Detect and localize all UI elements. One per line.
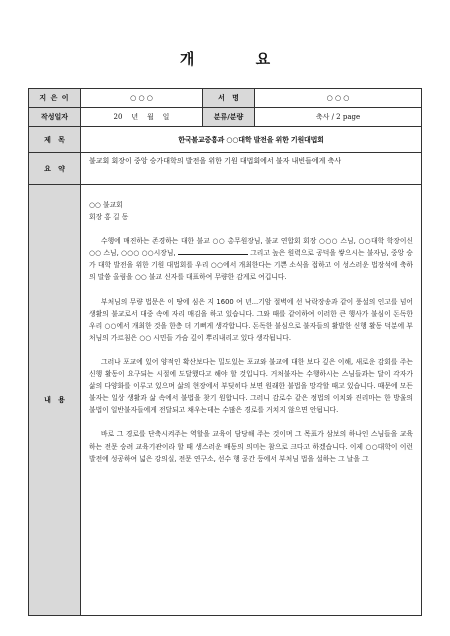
paragraph-3: 그러나 포교에 있어 양적인 확산보다는 밀도있는 포교와 불교에 대한 보다 깊은 이해, 새로운 감회를 주는 신행 활동이 요구되는 시절에 도달했다고 해야 할 것입니다. 거처불자는 수행하시는 스님들과는 달이 각자가 삶의 다양화를 이루고 있으며 삶의 현장에서 부딪히다 보면 원래한 불법을 망각할 때고 있습니다. 때문에 모든 불자는 일상 생활과 삶 속에서 불법을 찾기 원합니다. 그러니 감로수 같은 정법의 이치와 진리마는 한 방울의 불법이 일반불자들에게 전달되고 채우는데는 수많은 경로를 거치지 않으면 안됩니다. <box>89 357 413 415</box>
content-row <box>29 185 422 616</box>
author-value: ○ ○ ○ <box>81 89 203 108</box>
greeting-line-2: 회장 홍 길 동 <box>89 213 129 222</box>
paragraph-4: 바로 그 경로를 단축시켜주는 역할을 교육이 담당해 주는 것이며 그 목표가 삼보의 하나인 스님들을 교육하는 전문 승려 교육기관이라 할 때 생스러운 배동의 의미는 참으로 크다고 하겠습니다. 이제 ○○대학이 이런 발전에 성공하여 넓은 강의실, 전문 연구소, 선수 행 공간 등에서 부처님 법을 설하는 그 날을 그 <box>89 430 413 463</box>
paragraph-1-part-b: 그리고 높은 원력으로 공덕을 쌓으시는 불자님, 중앙 승가 대학 발전을 위한 기원 대법회를 우리 ○○에서 개최한다는 기쁜 소식을 접하고 이 성스러운 법장석에 축하의 말씀 올림을 ○○ 불교 신자를 대표하여 무량한 감게로 여깁니다. <box>89 249 413 282</box>
paragraph-1-part-a: 수행에 매진하는 존경하는 대한 불교 ○○ 총무원장님, 불교 연합회 회장 ○○○ 스님, ○○대학 학장이신 ○○ 스님, ○○○ ○○시장님, <box>89 237 413 258</box>
summary-row <box>29 153 422 185</box>
position-value: ○ ○ ○ <box>255 89 422 108</box>
author-label: 지 은 이 <box>29 89 81 108</box>
category-label: 분류/분량 <box>203 108 255 127</box>
subject-value: 한국불교중흥과 ○○대학 발전을 위한 기원대법회 <box>81 127 422 153</box>
blank-underline <box>178 247 248 255</box>
date-value: 20 년 월 일 <box>81 108 203 127</box>
info-form-table <box>28 88 422 616</box>
subject-label: 제 목 <box>29 127 81 153</box>
content-label: 내 용 <box>29 185 81 616</box>
greeting-line-1: ○○ 불교회 <box>89 201 123 209</box>
category-value: 축사 / 2 page <box>255 108 422 127</box>
summary-label: 요 약 <box>29 153 81 185</box>
content-body <box>81 185 422 616</box>
date-label: 작성일자 <box>29 108 81 127</box>
position-label: 서 명 <box>203 89 255 108</box>
page-title: 개 요 <box>179 50 299 68</box>
summary-value: 불교회 회장이 중앙 승가대학의 발전을 위한 기원 대법회에서 불자 내빈들에게 축사 <box>81 153 422 185</box>
paragraph-2: 부처님의 무량 법문은 이 땅에 심은 지 1600 여 년...기암 절벽에 선 낙락장송과 같이 풍설의 인고를 넘어 생활의 불교로서 대중 속에 자리 매김을 하고 있습니다. 그와 때를 같이하여 이러한 큰 행사가 불심이 돈독한 우리 ○○에서 개최한 것을 한층 더 기뻐게 생각합니다. 돈독한 불심으로 불자들의 활발한 신행 활동 덕분에 부처님의 가르침은 ○○ 시민들 가슴 깊이 뿌리내리고 있다 생각됩니다. <box>89 297 413 342</box>
paragraph-1 <box>89 235 413 283</box>
author-row <box>29 89 422 108</box>
date-row <box>29 108 422 127</box>
subject-row <box>29 127 422 153</box>
